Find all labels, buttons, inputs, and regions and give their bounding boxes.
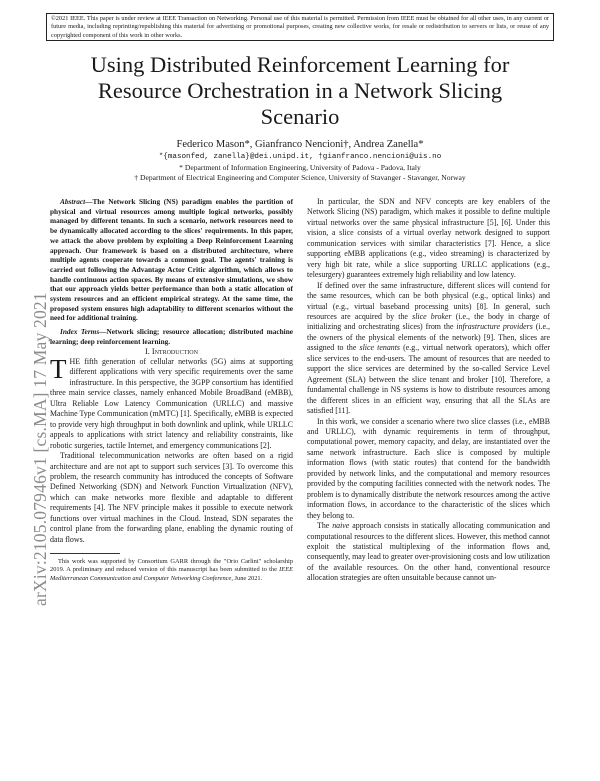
term-naive: naive bbox=[332, 521, 350, 531]
right-p2-text-d: (e.g., virtual network operators), which offer slice services to the end-users. The amount of resources that are needed to support the slice services are determined by the so-called Service Level Agreement (SLA) between the slice tenant and broker [10]. Therefore, a fundamental challenge in NS systems is how to distribute resources among the different slices in an efficient way, ensuring that all the SLAs are satisfied [11]. bbox=[307, 343, 551, 416]
footnote bbox=[50, 558, 293, 583]
right-paragraph-1: In particular, the SDN and NFV concepts are key enablers of the Network Slicing (NS) paradigm, which makes it possible to define multiple virtual networks over the same physical infrastructure [5], [6]. Under this vision, a slice consists of a virtual overlay network designed to support communication services with similar characteristics [7]. Hence, a slice supporting eMBB applications (e.g., video streaming) is characterized by very high bit rate, while a slice supporting URLLC applications (e.g., telesurgery) guarantees extremely high reliability and low latency. bbox=[307, 197, 550, 280]
footnote-rule bbox=[50, 553, 120, 554]
left-column bbox=[50, 197, 293, 583]
footnote-text-a: This work was supported by Consortium GARR through the "Orio Carlini" scholarship 2019. A preliminary and reduced version of this manuscript has been submitted to the bbox=[50, 558, 293, 574]
abstract bbox=[50, 197, 293, 323]
right-p4-text-a: The bbox=[317, 521, 333, 531]
intro-paragraph-1 bbox=[50, 354, 293, 451]
intro-paragraph-2: Traditional telecommunication networks are often based on a rigid architecture and are not apt to support such services [3]. To overcome this problem, the research community has introduced the concepts of Software Defined Networking (SDN) and Network Function Virtualization (NFV), which can make networks more flexible and adaptable to different requirements [4]. The NFV principle makes it possible to execute network functions over virtual machines in the Cloud. Instead, SDN separates the control plane from the forwarding plane, enabling the dynamic routing of data flows. bbox=[50, 451, 293, 544]
arxiv-id-text: arXiv:2105.07946v1 [cs.MA] 17 May 2021 bbox=[30, 292, 50, 606]
paper-title bbox=[40, 52, 560, 130]
right-paragraph-4 bbox=[307, 521, 550, 584]
term-slice-broker: slice broker bbox=[412, 311, 452, 321]
right-p4-text-b: approach consists in statically allocating communication and computational resources to the different slices. However, this method cannot exploit the statistical multiplexing of the information flows and, consequently, may lead to greater over-provisioning costs and low utilization of the available resources. On the other hand, conventional resource allocation strategies are often unsuitable because cannot un- bbox=[307, 521, 550, 583]
abstract-text: —The Network Slicing (NS) paradigm enables the partition of physical and virtual resources among multiple logical networks, possibly managed by different tenants. In such a scenario, network resources need to be dynamically allocated according to the slices' requirements. In this paper, we attack the above problem by exploiting a Deep Reinforcement Learning approach. Our framework is based on a distributed architecture, where multiple agents cooperate towards a common goal. The agents' training is carried out following the Advantage Actor Critic algorithm, which allows to handle continuous action spaces. By means of extensive simulations, we show that our approach yields better performance than both a static allocation of system resources and an efficient empirical strategy. At the same time, the proposed system ensures high adaptability to different scenarios without the need for additional training. bbox=[50, 197, 293, 323]
right-p2-text-a: If defined over the same infrastructure, different slices will contend for the same resources, which can be both physical (e.g., optical links) and virtual (e.g., virtual baseband processing units) [8]. In general, such resources are acquired by the bbox=[307, 280, 550, 321]
footnote-text-b: , June 2021. bbox=[231, 574, 263, 582]
right-p2-text-b: (i.e., the body in charge of initializing and orchestrating slices) from the bbox=[307, 311, 550, 332]
right-column bbox=[307, 197, 550, 584]
index-terms-label: Index Terms bbox=[60, 327, 100, 337]
term-infrastructure-providers: infrastructure providers bbox=[456, 322, 533, 332]
right-paragraph-3: In this work, we consider a scenario where two slice classes (i.e., eMBB and URLLC), with dynamic requirements in term of throughput, computational power, memory capacity, and delay, are instantiated over the same network infrastructure. Each slice is composed by multiple information flows (with static routes) that contend for the bandwidth provided by network links, and the computational and memory resources provided by the computing facilities connected with the network nodes. The problem is to dynamically distribute the network resources among the active information flows, in accordance to the characteristic of the slices which they belong to. bbox=[307, 416, 550, 520]
title-line-2: Resource Orchestration in a Network Slicing bbox=[97, 78, 503, 103]
title-line-3: Scenario bbox=[260, 104, 340, 129]
title-line-1: Using Distributed Reinforcement Learning for bbox=[90, 52, 510, 77]
intro-paragraph-1-text: HE fifth generation of cellular networks (5G) aims at supporting different applications with very specific requirements over the same infrastructure. In this perspective, the 3GPP consortium has identified three main service classes, namely enhanced Mobile BroadBand (eMBB), Ultra Reliable Low Latency Communication (URLLC) and massive Machine Type Communication (mMTC) [1]. Specifically, eMBB is expected to provide very high throughput in both downlink and uplink, while URLLC appeals to applications with strict latency and reliability constraints, like robotic surgeries, tactile Internet, and emergency communications [2]. bbox=[50, 357, 293, 450]
author-list: Federico Mason*, Gianfranco Nencioni†, Andrea Zanella* bbox=[176, 139, 424, 150]
abstract-label: Abstract bbox=[60, 197, 86, 206]
right-p2-text-c: (i.e., the owners of the physical elements of the network) [9]. Then, slices are assigned to the bbox=[307, 322, 550, 353]
affiliation-padova: * Department of Information Engineering, University of Padova - Padova, Italy bbox=[179, 163, 421, 172]
index-terms-text: —Network slicing; resource allocation; distributed machine learning; deep reinforcement learning. bbox=[50, 327, 293, 346]
section-heading-introduction: I. Introduction bbox=[145, 346, 198, 356]
right-paragraph-2 bbox=[307, 281, 550, 417]
drop-cap: T bbox=[50, 354, 67, 384]
footnote-venue: IEEE Mediterranean Communication and Computer Networking Conference bbox=[50, 566, 293, 582]
copyright-notice: ©2021 IEEE. This paper is under review at IEEE Transaction on Networking. Personal use of this material is permitted. Permission from IEEE must be obtained for all other uses, in any current or future media, including reprinting/republishing this material for advertising or promotional purposes, creating new collective works, for resale or redistribution to servers or lists, or reuse of any copyrighted component of this work in other works. bbox=[46, 13, 554, 41]
term-slice-tenants: slice tenants bbox=[359, 343, 400, 353]
index-terms bbox=[50, 327, 293, 346]
author-emails: *{masonfed, zanella}@dei.unipd.it, †gianfranco.nencioni@uis.no bbox=[158, 153, 442, 161]
affiliation-stavanger: † Department of Electrical Engineering and Computer Science, University of Stavanger - Stavanger, Norway bbox=[134, 173, 466, 182]
